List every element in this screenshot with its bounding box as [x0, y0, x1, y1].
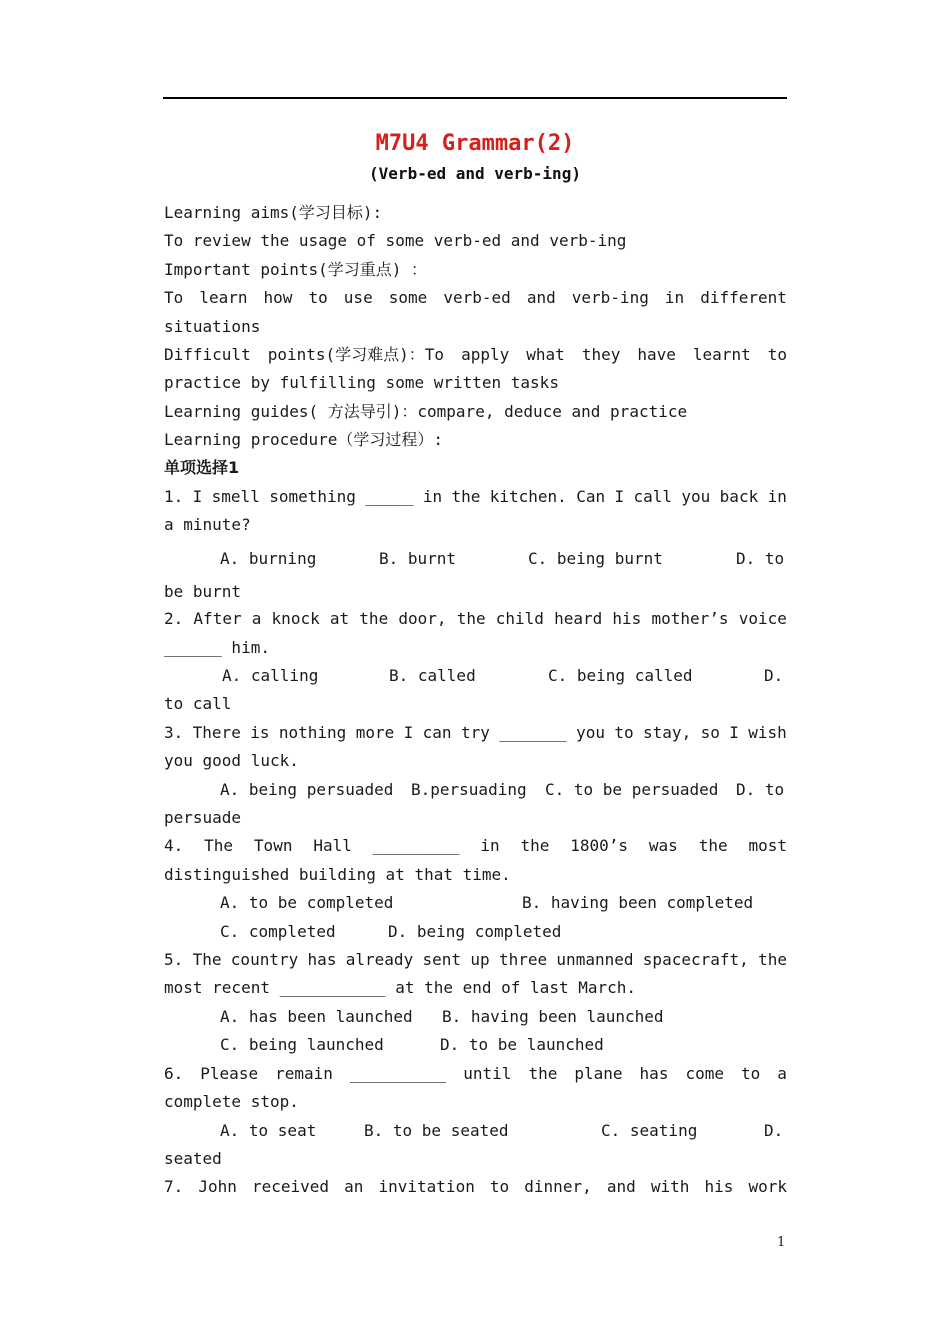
word: back — [719, 487, 759, 506]
word: 2. — [164, 609, 184, 628]
q2-option-c: C. being called — [548, 666, 693, 685]
word: 7. — [164, 1177, 184, 1196]
question-4-line1 — [164, 836, 787, 856]
learning-procedure: Learning procedure（学习过程）: — [164, 430, 444, 449]
word: try — [460, 723, 490, 742]
word: what — [526, 345, 565, 364]
q4-option-b: B. having been completed — [522, 893, 754, 912]
word: have — [637, 345, 676, 364]
word: the — [359, 609, 389, 628]
word: The — [204, 836, 234, 855]
question-7-line1 — [164, 1177, 787, 1197]
aims-label: Learning aims(学习目标): — [164, 203, 383, 222]
q1-option-d: D. to — [736, 549, 785, 568]
word: _____ — [365, 487, 414, 506]
q5-option-d: D. to be launched — [440, 1035, 604, 1054]
word: has — [307, 950, 337, 969]
q5-option-c: C. being launched — [220, 1035, 384, 1054]
word: To — [164, 288, 184, 307]
word: mother’s — [651, 609, 729, 628]
word: I — [729, 723, 739, 742]
word: apply — [461, 345, 510, 364]
question-2-line2: ______ him. — [164, 638, 270, 657]
word: the — [451, 487, 481, 506]
word: most — [748, 836, 787, 855]
word: an — [344, 1177, 364, 1196]
word: can — [422, 723, 452, 742]
word: is — [250, 723, 270, 742]
word: unmanned — [556, 950, 634, 969]
q2-option-b: B. called — [389, 666, 476, 685]
question-2-line1 — [164, 609, 787, 629]
word: _________ — [372, 836, 460, 855]
q6-option-c: C. seating — [601, 1121, 698, 1140]
word: to — [308, 288, 328, 307]
word: the — [698, 836, 728, 855]
word: stay, — [643, 723, 692, 742]
question-6-line1 — [164, 1064, 787, 1084]
q4-option-d: D. being completed — [388, 922, 562, 941]
question-5-line2: most recent ___________ at the end of last March. — [164, 978, 637, 997]
word: door, — [398, 609, 447, 628]
word: you — [681, 487, 711, 506]
word: and — [526, 288, 556, 307]
q4-option-c: C. completed — [220, 922, 336, 941]
word: learnt — [692, 345, 751, 364]
question-5-line1 — [164, 950, 787, 970]
question-6-line2: complete stop. — [164, 1092, 299, 1111]
page-subtitle: (Verb-ed and verb-ing) — [369, 164, 581, 183]
word: the — [520, 836, 550, 855]
word: plane — [574, 1064, 623, 1083]
word: a — [777, 1064, 787, 1083]
word: so — [700, 723, 720, 742]
word: the — [528, 1064, 558, 1083]
page-number: 1 — [777, 1235, 786, 1250]
question-4-line2: distinguished building at that time. — [164, 865, 511, 884]
q3-option-a: A. being persuaded — [220, 780, 394, 799]
word: dinner, — [524, 1177, 592, 1196]
question-3-line4: persuade — [164, 808, 242, 827]
word: _______ — [499, 723, 567, 742]
word: the — [758, 950, 787, 969]
q3-option-c: C. to be persuaded — [545, 780, 719, 799]
word: the — [456, 609, 486, 628]
word: more — [355, 723, 395, 742]
word: I — [403, 723, 414, 742]
word: remain — [275, 1064, 333, 1083]
word: to — [767, 345, 787, 364]
word: I — [614, 487, 625, 506]
word: Hall — [313, 836, 352, 855]
word: up — [470, 950, 490, 969]
q1-option-b: B. burnt — [379, 549, 457, 568]
q1-option-c: C. being burnt — [528, 549, 663, 568]
word: has — [639, 1064, 669, 1083]
word: Please — [200, 1064, 259, 1083]
difficult-text-line1 — [164, 345, 787, 365]
q6-option-b: B. to be seated — [364, 1121, 509, 1140]
difficult-text-line2: practice by fulfilling some written tasks — [164, 373, 559, 392]
word: 1. — [164, 487, 184, 506]
word: invitation — [378, 1177, 475, 1196]
word: three — [498, 950, 548, 969]
word: 1800’s — [570, 836, 629, 855]
word: points(学习难点)：To — [267, 345, 445, 364]
word: kitchen. — [489, 487, 567, 506]
word: 6. — [164, 1064, 184, 1083]
word: Town — [253, 836, 293, 855]
question-2-line4: to call — [164, 694, 232, 713]
word: heard — [554, 609, 603, 628]
word: knock — [271, 609, 320, 628]
word: spacecraft, — [642, 950, 749, 969]
q4-option-a: A. to be completed — [220, 893, 394, 912]
q5-option-a: A. has been launched — [220, 1007, 413, 1026]
question-3-line1 — [164, 723, 787, 743]
word: 5. — [164, 950, 184, 969]
important-text-line1 — [164, 288, 787, 308]
word: some — [388, 288, 428, 307]
word: to — [489, 1177, 510, 1196]
word: 3. — [164, 723, 184, 742]
header-rule — [163, 97, 787, 99]
q6-option-a: A. to seat — [220, 1121, 317, 1140]
word: Difficult — [164, 345, 251, 364]
word: you — [576, 723, 605, 742]
word: child — [495, 609, 544, 628]
word: wish — [748, 723, 787, 742]
q2-option-a: A. calling — [222, 666, 319, 685]
word: his — [704, 1177, 734, 1196]
word: nothing — [278, 723, 347, 742]
word: in — [480, 836, 500, 855]
word: to — [741, 1064, 761, 1083]
q3-option-b: B.persuading — [411, 780, 527, 799]
word: After — [193, 609, 242, 628]
question-1-line2: a minute? — [164, 515, 251, 534]
word: use — [343, 288, 373, 307]
word: learn — [199, 288, 248, 307]
word: until — [463, 1064, 512, 1083]
word: with — [650, 1177, 690, 1196]
word: call — [633, 487, 673, 506]
word: I — [192, 487, 203, 506]
word: voice — [738, 609, 787, 628]
word: was — [648, 836, 678, 855]
page-title: M7U4 Grammar(2) — [375, 131, 575, 156]
word: at — [329, 609, 350, 628]
word: a — [251, 609, 262, 628]
q6-option-d: D. — [764, 1121, 784, 1140]
word: The — [192, 950, 222, 969]
word: John — [198, 1177, 237, 1196]
section-heading: 单项选择1 — [164, 458, 240, 477]
word: in — [767, 487, 787, 506]
word: in — [664, 288, 685, 307]
q1-option-a: A. burning — [220, 549, 317, 568]
question-1-line4: be burnt — [164, 582, 242, 601]
word: and — [606, 1177, 636, 1196]
word: different — [700, 288, 787, 307]
q2-option-d: D. — [764, 666, 784, 685]
word: come — [685, 1064, 724, 1083]
word: his — [612, 609, 642, 628]
word: to — [614, 723, 634, 742]
learning-guides: Learning guides( 方法导引)：compare, deduce and practice — [164, 402, 688, 421]
word: received — [251, 1177, 330, 1196]
word: in — [422, 487, 443, 506]
word: they — [581, 345, 621, 364]
q5-option-b: B. having been launched — [442, 1007, 664, 1026]
important-label: Important points(学习重点) ： — [164, 260, 428, 279]
question-1-line1 — [164, 487, 787, 507]
question-3-line2: you good luck. — [164, 751, 299, 770]
question-6-line4: seated — [164, 1149, 222, 1168]
word: work — [748, 1177, 787, 1196]
word: Can — [576, 487, 606, 506]
word: smell — [211, 487, 260, 506]
word: verb-ing — [571, 288, 649, 307]
word: __________ — [349, 1064, 447, 1083]
aims-text: To review the usage of some verb-ed and verb-ing — [164, 231, 627, 250]
word: sent — [422, 950, 462, 969]
word: 4. — [164, 836, 184, 855]
word: already — [345, 950, 414, 969]
q3-option-d: D. to — [736, 780, 785, 799]
word: how — [263, 288, 293, 307]
word: verb-ed — [443, 288, 511, 307]
word: country — [230, 950, 299, 969]
word: There — [192, 723, 241, 742]
word: something — [269, 487, 356, 506]
important-text-line2: situations — [164, 317, 261, 336]
